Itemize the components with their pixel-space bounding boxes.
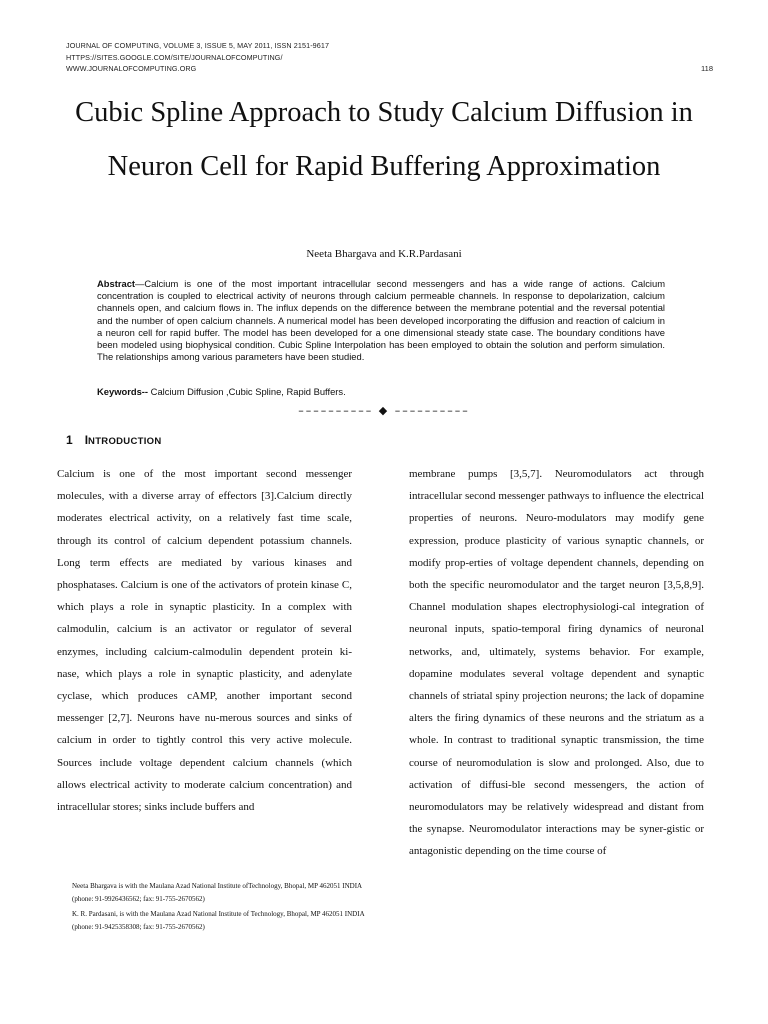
keywords-label: Keywords-- bbox=[97, 386, 149, 397]
section-heading bbox=[66, 433, 162, 447]
footnote-author-1: Neeta Bhargava is with the Maulana Azad National Institute ofTechnology, Bhopal, MP 462051 INDIA (phone: 91-9926436562; fax: 91-755-2670562) bbox=[72, 882, 362, 903]
section-title-rest: NTRODUCTION bbox=[88, 436, 162, 447]
journal-header-line: JOURNAL OF COMPUTING, VOLUME 3, ISSUE 5, MAY 2011, ISSN 2151-9617 bbox=[66, 41, 330, 50]
abstract-label: Abstract bbox=[97, 278, 136, 289]
abstract bbox=[97, 278, 665, 363]
footnote-author-2: K. R. Pardasani, is with the Maulana Azad National Institute of Technology, Bhopal, MP 462051 INDIA (phone: 91-9425358308; fax: 91-755-2670562) bbox=[72, 910, 365, 931]
section-title-initial: I bbox=[84, 433, 89, 447]
abstract-text: —Calcium is one of the most important intracellular second messengers and has a wide range of actions. Calcium concentration is coupled to electrical activity of neurons through calcium permeable channels. In response to depolarization, calcium channels open, and calcium flows in. The influx depends on the difference between the membrane potential and the reversal potential and the number of open calcium channels. A numerical model has been developed incorporating the diffusion and reaction of calcium in a neuron cell for rapid buffer. The model has been developed for a one dimensional steady state case. The boundary conditions have been modeled using biophysical condition. Cubic Spline Interpolation has been employed to obtain the solution and perform simulation. The relationships among various parameters have been studied. bbox=[97, 278, 665, 363]
section-divider: –––––––––– ◆ –––––––––– bbox=[298, 404, 470, 417]
keywords-text: Calcium Diffusion ,Cubic Spline, Rapid Buffers. bbox=[148, 386, 346, 397]
journal-web-url[interactable]: WWW.JOURNALOFCOMPUTING.ORG bbox=[66, 64, 197, 73]
body-left-column: Calcium is one of the most important second messenger molecules, with a diverse array of effectors [3].Calcium directly moderates electrical activity, on a relatively fast time scale, through its control of calcium dependent potassium channels. Long term effects are mediated by various kinases and phosphatases. Calcium is one of the activators of protein kinase C, which plays a role in synaptic plasticity. In a complex with calmodulin, calcium is an activator or regulator of several enzymes, including calcium-calmodulin dependent protein ki-nase, which plays a role in synaptic plasticity, and adenylate cyclase, which produces cAMP, another important second messenger [2,7]. Neurons have nu-merous sources and sinks of calcium in order to tightly control this very active molecule. Sources include voltage dependent calcium channels (which allows electrical activity to moderate calcium concentration) and intracellular stores; sinks include buffers and bbox=[57, 468, 352, 814]
section-number: 1 bbox=[66, 433, 73, 447]
paper-authors: Neeta Bhargava and K.R.Pardasani bbox=[306, 248, 462, 260]
paper-title: Cubic Spline Approach to Study Calcium Diffusion in Neuron Cell for Rapid Buffering Approximation bbox=[75, 97, 693, 182]
body-right-column: membrane pumps [3,5,7]. Neuromodulators act through intracellular second messenger pathways to influence the electrical properties of neurons. Neuro-modulators may modify gene expression, produce plasticity of various synaptic channels, or modify prop-erties of voltage dependent channels, depending on both the specific neuromodulator and the target neuron [3,5,8,9]. Channel modulation shapes electrophysiologi-cal integration of neuronal inputs, spatio-temporal firing dynamics of neuronal networks, and, ultimately, systems behavior. For example, dopamine modulates several voltage dependent and synaptic channels of striatal spiny projection neurons; the lack of dopamine alters the firing dynamics of these neurons and the striatum as a whole. In contrast to traditional synaptic transmission, the time course of neuromodulation is slow and prolonged. Also, due to activation of diffusi-ble second messengers, the action of neuromodulators may be relatively widespread and distant from the synapse. Neuromodulator interactions may be syner-gistic or antagonistic depending on the time course of bbox=[409, 468, 704, 858]
page-number: 118 bbox=[701, 64, 713, 73]
journal-site-url[interactable]: HTTPS://SITES.GOOGLE.COM/SITE/JOURNALOFCOMPUTING/ bbox=[66, 53, 283, 62]
keywords bbox=[97, 386, 667, 397]
